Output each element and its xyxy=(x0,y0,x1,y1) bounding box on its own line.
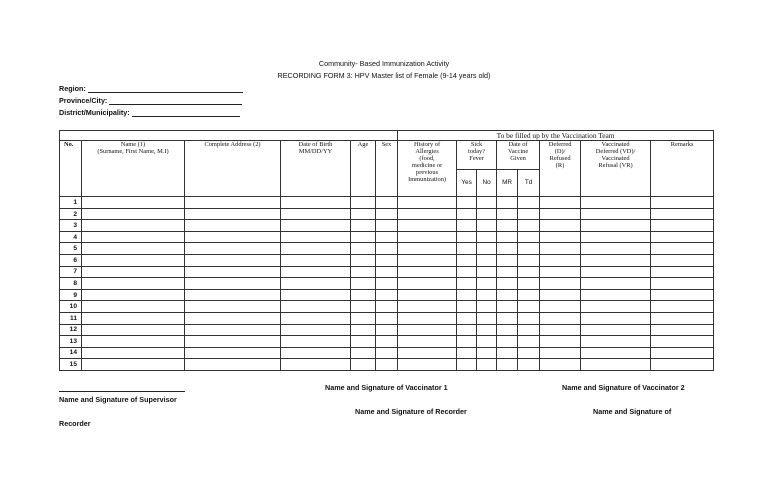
cell-dob[interactable] xyxy=(281,220,351,232)
cell-age[interactable] xyxy=(351,312,376,324)
col-header-sick: Sick today? Fever xyxy=(457,141,497,169)
cell-td[interactable] xyxy=(518,208,540,220)
cell-age[interactable] xyxy=(351,220,376,232)
row-number: 13 xyxy=(60,336,82,348)
cell-allergies[interactable] xyxy=(398,324,457,336)
cell-sex[interactable] xyxy=(376,231,398,243)
cell-name[interactable] xyxy=(82,289,185,301)
cell-remarks[interactable] xyxy=(651,359,714,371)
cell-sick-no[interactable] xyxy=(477,208,497,220)
cell-vaccinated[interactable] xyxy=(581,231,651,243)
cell-allergies[interactable] xyxy=(398,359,457,371)
cell-sick-yes[interactable] xyxy=(457,336,477,348)
cell-mr[interactable] xyxy=(497,336,518,348)
form-title: Community- Based Immunization Activity xyxy=(318,59,450,68)
cell-deferred[interactable] xyxy=(540,359,581,371)
cell-remarks[interactable] xyxy=(651,231,714,243)
cell-deferred[interactable] xyxy=(540,266,581,278)
cell-age[interactable] xyxy=(351,347,376,359)
cell-sick-yes[interactable] xyxy=(457,278,477,290)
vaccinator1-signature-label: Name and Signature of Vaccinator 1 xyxy=(325,383,448,392)
cell-td[interactable] xyxy=(518,231,540,243)
cell-age[interactable] xyxy=(351,255,376,267)
col-header-sick-yes: Yes xyxy=(457,169,477,196)
cell-sex[interactable] xyxy=(376,324,398,336)
cell-allergies[interactable] xyxy=(398,243,457,255)
row-number: 12 xyxy=(60,324,82,336)
cell-vaccinated[interactable] xyxy=(581,220,651,232)
cell-address[interactable] xyxy=(185,312,281,324)
cell-vaccinated[interactable] xyxy=(581,301,651,313)
cell-age[interactable] xyxy=(351,243,376,255)
cell-mr[interactable] xyxy=(497,359,518,371)
table-row xyxy=(60,289,714,301)
cell-address[interactable] xyxy=(185,359,281,371)
region-label: Region: xyxy=(59,84,86,93)
cell-name[interactable] xyxy=(82,347,185,359)
cell-mr[interactable] xyxy=(497,289,518,301)
cell-sex[interactable] xyxy=(376,208,398,220)
cell-td[interactable] xyxy=(518,266,540,278)
cell-age[interactable] xyxy=(351,231,376,243)
col-header-remarks: Remarks xyxy=(651,141,714,197)
cell-sick-yes[interactable] xyxy=(457,359,477,371)
master-list-table xyxy=(59,130,714,371)
cell-allergies[interactable] xyxy=(398,301,457,313)
cell-td[interactable] xyxy=(518,243,540,255)
table-row xyxy=(60,336,714,348)
cell-age[interactable] xyxy=(351,208,376,220)
cell-vaccinated[interactable] xyxy=(581,289,651,301)
cell-remarks[interactable] xyxy=(651,347,714,359)
extra-signature-label: Name and Signature of xyxy=(593,407,672,416)
cell-sick-no[interactable] xyxy=(477,266,497,278)
cell-address[interactable] xyxy=(185,197,281,209)
cell-sex[interactable] xyxy=(376,359,398,371)
cell-dob[interactable] xyxy=(281,312,351,324)
cell-allergies[interactable] xyxy=(398,231,457,243)
cell-address[interactable] xyxy=(185,266,281,278)
cell-dob[interactable] xyxy=(281,266,351,278)
row-number: 7 xyxy=(60,266,82,278)
province-input-line[interactable] xyxy=(109,97,242,105)
region-field xyxy=(59,84,243,93)
cell-vaccinated[interactable] xyxy=(581,208,651,220)
cell-address[interactable] xyxy=(185,278,281,290)
cell-name[interactable] xyxy=(82,324,185,336)
cell-deferred[interactable] xyxy=(540,324,581,336)
cell-dob[interactable] xyxy=(281,208,351,220)
row-number: 10 xyxy=(60,301,82,313)
cell-sick-no[interactable] xyxy=(477,231,497,243)
cell-vaccinated[interactable] xyxy=(581,266,651,278)
cell-vaccinated[interactable] xyxy=(581,243,651,255)
cell-mr[interactable] xyxy=(497,266,518,278)
cell-allergies[interactable] xyxy=(398,197,457,209)
table-row xyxy=(60,312,714,324)
col-header-vaccinated: Vaccinated Deferred (VD)/ Vaccinated Refusal (VR) xyxy=(581,141,651,197)
cell-name[interactable] xyxy=(82,312,185,324)
cell-deferred[interactable] xyxy=(540,312,581,324)
cell-sick-no[interactable] xyxy=(477,243,497,255)
table-row xyxy=(60,324,714,336)
district-field xyxy=(59,108,240,117)
row-number: 2 xyxy=(60,208,82,220)
cell-deferred[interactable] xyxy=(540,220,581,232)
cell-sex[interactable] xyxy=(376,301,398,313)
cell-remarks[interactable] xyxy=(651,220,714,232)
cell-name[interactable] xyxy=(82,197,185,209)
col-header-date-given: Date of Vaccine Given xyxy=(497,141,540,169)
cell-name[interactable] xyxy=(82,301,185,313)
cell-age[interactable] xyxy=(351,301,376,313)
cell-sex[interactable] xyxy=(376,347,398,359)
supervisor-signature-label: Name and Signature of Supervisor xyxy=(59,395,177,404)
cell-remarks[interactable] xyxy=(651,243,714,255)
cell-td[interactable] xyxy=(518,278,540,290)
cell-vaccinated[interactable] xyxy=(581,197,651,209)
cell-sick-yes[interactable] xyxy=(457,231,477,243)
cell-allergies[interactable] xyxy=(398,278,457,290)
cell-vaccinated[interactable] xyxy=(581,347,651,359)
cell-sick-yes[interactable] xyxy=(457,243,477,255)
cell-sick-yes[interactable] xyxy=(457,197,477,209)
table-row xyxy=(60,243,714,255)
cell-td[interactable] xyxy=(518,197,540,209)
col-header-dob: Date of Birth MM/DD/YY xyxy=(281,141,351,197)
cell-name[interactable] xyxy=(82,359,185,371)
cell-sick-no[interactable] xyxy=(477,301,497,313)
cell-name[interactable] xyxy=(82,266,185,278)
cell-mr[interactable] xyxy=(497,301,518,313)
cell-sick-no[interactable] xyxy=(477,347,497,359)
cell-allergies[interactable] xyxy=(398,289,457,301)
cell-vaccinated[interactable] xyxy=(581,278,651,290)
table-row xyxy=(60,197,714,209)
cell-remarks[interactable] xyxy=(651,324,714,336)
row-number: 15 xyxy=(60,359,82,371)
cell-sick-no[interactable] xyxy=(477,312,497,324)
cell-mr[interactable] xyxy=(497,255,518,267)
col-header-deferred: Deferred (D)/ Refused (R) xyxy=(540,141,581,197)
cell-address[interactable] xyxy=(185,255,281,267)
cell-sex[interactable] xyxy=(376,266,398,278)
row-number: 3 xyxy=(60,220,82,232)
cell-address[interactable] xyxy=(185,289,281,301)
cell-allergies[interactable] xyxy=(398,255,457,267)
cell-td[interactable] xyxy=(518,301,540,313)
region-input-line[interactable] xyxy=(88,85,243,93)
table-body xyxy=(60,197,714,371)
cell-dob[interactable] xyxy=(281,197,351,209)
cell-deferred[interactable] xyxy=(540,208,581,220)
district-input-line[interactable] xyxy=(132,109,240,117)
cell-sick-no[interactable] xyxy=(477,220,497,232)
table-row xyxy=(60,359,714,371)
cell-deferred[interactable] xyxy=(540,243,581,255)
cell-td[interactable] xyxy=(518,347,540,359)
cell-sick-yes[interactable] xyxy=(457,324,477,336)
cell-allergies[interactable] xyxy=(398,220,457,232)
cell-remarks[interactable] xyxy=(651,312,714,324)
cell-address[interactable] xyxy=(185,347,281,359)
cell-deferred[interactable] xyxy=(540,197,581,209)
vaccinator2-signature-label: Name and Signature of Vaccinator 2 xyxy=(562,383,685,392)
cell-age[interactable] xyxy=(351,359,376,371)
cell-remarks[interactable] xyxy=(651,266,714,278)
form-subtitle: RECORDING FORM 3: HPV Master list of Female (9-14 years old) xyxy=(277,71,491,80)
col-header-sick-no: No xyxy=(477,169,497,196)
cell-name[interactable] xyxy=(82,278,185,290)
col-header-age: Age xyxy=(351,141,376,197)
cell-deferred[interactable] xyxy=(540,278,581,290)
cell-name[interactable] xyxy=(82,220,185,232)
cell-address[interactable] xyxy=(185,231,281,243)
cell-mr[interactable] xyxy=(497,278,518,290)
cell-name[interactable] xyxy=(82,255,185,267)
cell-address[interactable] xyxy=(185,243,281,255)
table-row xyxy=(60,231,714,243)
district-label: District/Municipality: xyxy=(59,108,130,117)
cell-dob[interactable] xyxy=(281,243,351,255)
cell-age[interactable] xyxy=(351,197,376,209)
cell-sick-yes[interactable] xyxy=(457,208,477,220)
table-row xyxy=(60,266,714,278)
cell-deferred[interactable] xyxy=(540,231,581,243)
cell-dob[interactable] xyxy=(281,359,351,371)
cell-mr[interactable] xyxy=(497,220,518,232)
row-number: 4 xyxy=(60,231,82,243)
cell-td[interactable] xyxy=(518,312,540,324)
col-header-allergies: History of Allergies (food, medicine or previous Immunization) xyxy=(398,141,457,197)
cell-sex[interactable] xyxy=(376,289,398,301)
cell-deferred[interactable] xyxy=(540,336,581,348)
province-field xyxy=(59,96,242,105)
cell-vaccinated[interactable] xyxy=(581,359,651,371)
cell-sick-yes[interactable] xyxy=(457,255,477,267)
cell-sick-no[interactable] xyxy=(477,255,497,267)
recorder-tail-label: Recorder xyxy=(59,419,91,428)
col-header-address: Complete Address (2) xyxy=(185,141,281,197)
cell-sex[interactable] xyxy=(376,255,398,267)
cell-remarks[interactable] xyxy=(651,278,714,290)
col-header-td: Td xyxy=(518,169,540,196)
cell-mr[interactable] xyxy=(497,197,518,209)
row-number: 6 xyxy=(60,255,82,267)
cell-td[interactable] xyxy=(518,220,540,232)
cell-name[interactable] xyxy=(82,336,185,348)
cell-allergies[interactable] xyxy=(398,266,457,278)
recorder-signature-label: Name and Signature of Recorder xyxy=(355,407,467,416)
row-number: 14 xyxy=(60,347,82,359)
cell-dob[interactable] xyxy=(281,324,351,336)
cell-age[interactable] xyxy=(351,289,376,301)
col-header-name: Name (1) (Surname, First Name, M.I) xyxy=(82,141,185,197)
cell-allergies[interactable] xyxy=(398,336,457,348)
cell-remarks[interactable] xyxy=(651,336,714,348)
cell-address[interactable] xyxy=(185,208,281,220)
cell-sex[interactable] xyxy=(376,243,398,255)
col-header-sex: Sex xyxy=(376,141,398,197)
table-row xyxy=(60,208,714,220)
cell-age[interactable] xyxy=(351,266,376,278)
cell-deferred[interactable] xyxy=(540,301,581,313)
cell-allergies[interactable] xyxy=(398,312,457,324)
cell-name[interactable] xyxy=(82,231,185,243)
cell-mr[interactable] xyxy=(497,347,518,359)
cell-sick-no[interactable] xyxy=(477,197,497,209)
cell-mr[interactable] xyxy=(497,312,518,324)
table-row xyxy=(60,301,714,313)
cell-td[interactable] xyxy=(518,324,540,336)
col-header-no: No. xyxy=(60,141,82,197)
cell-deferred[interactable] xyxy=(540,255,581,267)
cell-sex[interactable] xyxy=(376,220,398,232)
cell-allergies[interactable] xyxy=(398,208,457,220)
cell-sick-yes[interactable] xyxy=(457,220,477,232)
cell-mr[interactable] xyxy=(497,208,518,220)
cell-dob[interactable] xyxy=(281,336,351,348)
table-row xyxy=(60,255,714,267)
cell-sick-yes[interactable] xyxy=(457,347,477,359)
cell-sick-yes[interactable] xyxy=(457,289,477,301)
cell-deferred[interactable] xyxy=(540,289,581,301)
cell-address[interactable] xyxy=(185,301,281,313)
cell-mr[interactable] xyxy=(497,231,518,243)
cell-vaccinated[interactable] xyxy=(581,336,651,348)
cell-dob[interactable] xyxy=(281,255,351,267)
cell-sex[interactable] xyxy=(376,278,398,290)
cell-sex[interactable] xyxy=(376,197,398,209)
cell-vaccinated[interactable] xyxy=(581,312,651,324)
blank-header-cell xyxy=(60,131,398,141)
vaccination-team-header: To be filled up by the Vaccination Team xyxy=(398,131,714,141)
cell-mr[interactable] xyxy=(497,324,518,336)
cell-vaccinated[interactable] xyxy=(581,255,651,267)
row-number: 11 xyxy=(60,312,82,324)
row-number: 8 xyxy=(60,278,82,290)
cell-remarks[interactable] xyxy=(651,255,714,267)
cell-sick-no[interactable] xyxy=(477,336,497,348)
cell-dob[interactable] xyxy=(281,301,351,313)
cell-remarks[interactable] xyxy=(651,301,714,313)
cell-td[interactable] xyxy=(518,289,540,301)
col-header-mr: MR xyxy=(497,169,518,196)
cell-vaccinated[interactable] xyxy=(581,324,651,336)
cell-remarks[interactable] xyxy=(651,197,714,209)
cell-td[interactable] xyxy=(518,255,540,267)
cell-remarks[interactable] xyxy=(651,208,714,220)
cell-deferred[interactable] xyxy=(540,347,581,359)
row-number: 9 xyxy=(60,289,82,301)
cell-td[interactable] xyxy=(518,336,540,348)
row-number: 1 xyxy=(60,197,82,209)
cell-allergies[interactable] xyxy=(398,347,457,359)
cell-address[interactable] xyxy=(185,220,281,232)
cell-sick-no[interactable] xyxy=(477,324,497,336)
cell-sex[interactable] xyxy=(376,312,398,324)
cell-dob[interactable] xyxy=(281,289,351,301)
province-label: Province/City: xyxy=(59,96,108,105)
cell-age[interactable] xyxy=(351,324,376,336)
table-row xyxy=(60,347,714,359)
cell-dob[interactable] xyxy=(281,231,351,243)
cell-td[interactable] xyxy=(518,359,540,371)
cell-name[interactable] xyxy=(82,208,185,220)
table-row xyxy=(60,278,714,290)
cell-name[interactable] xyxy=(82,243,185,255)
cell-dob[interactable] xyxy=(281,347,351,359)
cell-address[interactable] xyxy=(185,336,281,348)
cell-address[interactable] xyxy=(185,324,281,336)
cell-sex[interactable] xyxy=(376,336,398,348)
supervisor-signature-line[interactable] xyxy=(59,391,185,392)
table-row xyxy=(60,220,714,232)
cell-age[interactable] xyxy=(351,336,376,348)
cell-sick-yes[interactable] xyxy=(457,312,477,324)
cell-dob[interactable] xyxy=(281,278,351,290)
cell-mr[interactable] xyxy=(497,243,518,255)
cell-sick-no[interactable] xyxy=(477,359,497,371)
cell-sick-no[interactable] xyxy=(477,289,497,301)
row-number: 5 xyxy=(60,243,82,255)
cell-age[interactable] xyxy=(351,278,376,290)
cell-remarks[interactable] xyxy=(651,289,714,301)
cell-sick-no[interactable] xyxy=(477,278,497,290)
cell-sick-yes[interactable] xyxy=(457,301,477,313)
cell-sick-yes[interactable] xyxy=(457,266,477,278)
